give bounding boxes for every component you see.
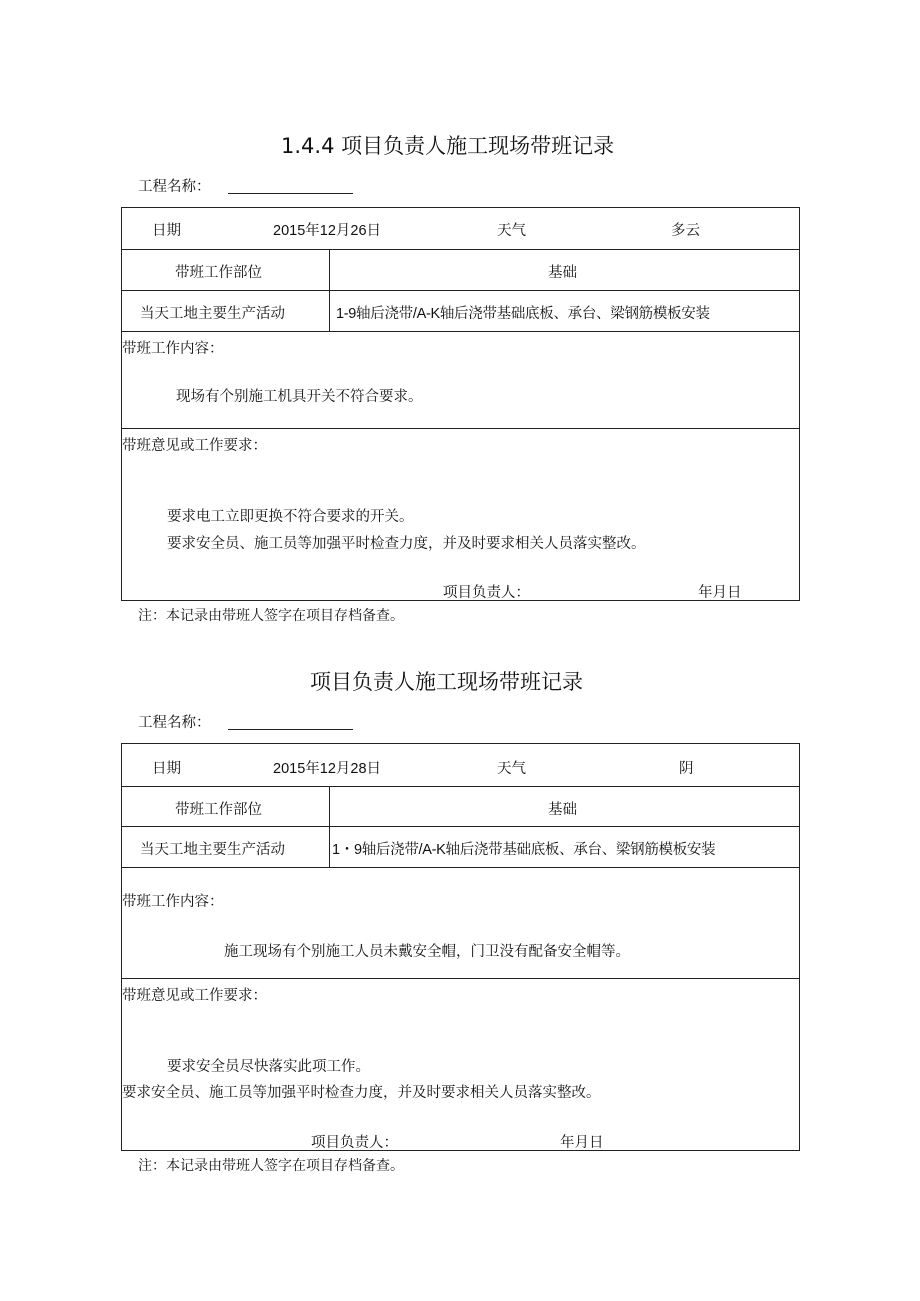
- weather-label: 天气: [497, 761, 526, 777]
- opinion-line-1: 要求电工立即更换不符合要求的开关。: [167, 509, 414, 525]
- duty-area-label: 带班工作部位: [175, 802, 262, 818]
- manager-signature-label: 项目负责人：: [311, 1135, 398, 1151]
- opinion-label: 带班意见或工作要求：: [122, 988, 267, 1004]
- content-label: 带班工作内容：: [122, 341, 224, 357]
- opinion-line-2: 要求安全员、施工员等加强平时检查力度，并及时要求相关人员落实整改。: [167, 536, 646, 552]
- content-text: 现场有个别施工机具开关不符合要求。: [176, 389, 423, 405]
- opinion-label: 带班意见或工作要求：: [122, 438, 267, 454]
- opinion-line-2: 要求安全员、施工员等加强平时检查力度，并及时要求相关人员落实整改。: [122, 1085, 601, 1101]
- activity-label: 当天工地主要生产活动: [140, 842, 285, 858]
- project-name-label: 工程名称：: [138, 715, 211, 731]
- content-text: 施工现场有个别施工人员未戴安全帽，门卫没有配备安全帽等。: [224, 944, 630, 960]
- signature-date-label: 年月日: [698, 585, 742, 601]
- manager-signature-label: 项目负责人：: [443, 585, 530, 601]
- project-name-label: 工程名称：: [138, 179, 211, 195]
- project-name-field[interactable]: [228, 713, 353, 730]
- date-label: 日期: [152, 761, 181, 777]
- activity-label: 当天工地主要生产活动: [140, 306, 285, 322]
- record-1-title: 1.4.4 项目负责人施工现场带班记录: [281, 134, 615, 158]
- activity-value: 1・9轴后浇带/A-K轴后浇带基础底板、承台、梁钢筋模板安装: [332, 842, 716, 858]
- activity-value: 1-9轴后浇带/A-K轴后浇带基础底板、承台、梁钢筋模板安装: [336, 306, 710, 322]
- date-value: 2015年12月26日: [273, 223, 382, 239]
- record-1-note: 注：本记录由带班人签字在项目存档备查。: [138, 608, 404, 624]
- record-2-title: 项目负责人施工现场带班记录: [310, 670, 583, 694]
- content-label: 带班工作内容：: [122, 894, 224, 910]
- duty-area-value: 基础: [548, 265, 577, 281]
- weather-value: 阴: [679, 761, 694, 777]
- weather-value: 多云: [671, 223, 700, 239]
- project-name-field[interactable]: [228, 177, 353, 194]
- record-2-note: 注：本记录由带班人签字在项目存档备查。: [138, 1158, 404, 1174]
- duty-area-value: 基础: [548, 802, 577, 818]
- duty-area-label: 带班工作部位: [175, 265, 262, 281]
- date-label: 日期: [152, 223, 181, 239]
- signature-date-label: 年月日: [560, 1135, 604, 1151]
- date-value: 2015年12月28日: [273, 761, 382, 777]
- opinion-line-1: 要求安全员尽快落实此项工作。: [167, 1059, 370, 1075]
- weather-label: 天气: [497, 223, 526, 239]
